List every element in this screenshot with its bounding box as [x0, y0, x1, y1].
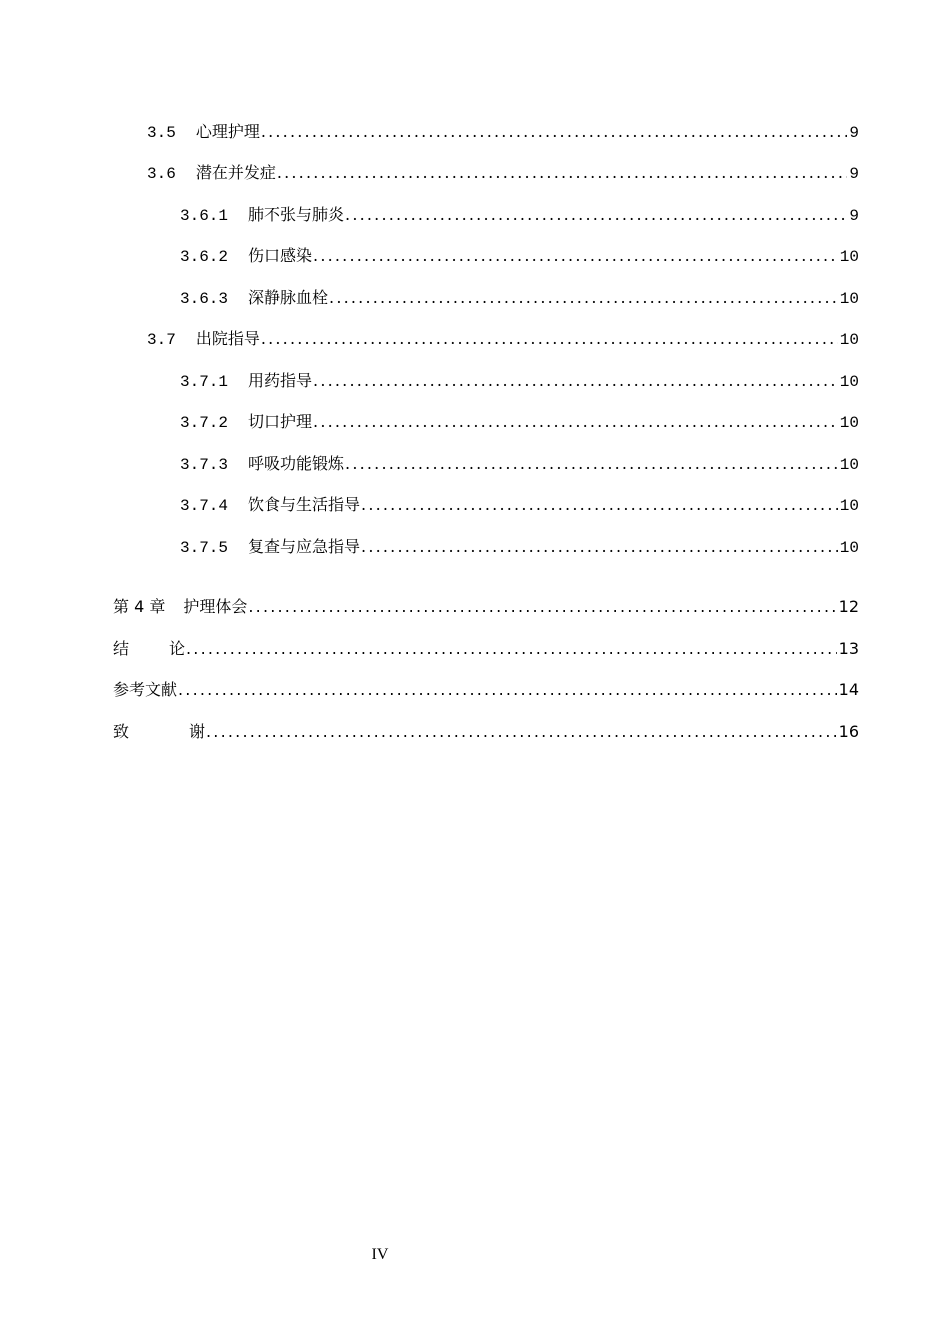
toc-entry-number: 3.6.3	[180, 290, 229, 308]
toc-leader-dots	[178, 677, 837, 703]
toc-leader-dots	[313, 243, 838, 269]
toc-entry-number: 3.7.3	[180, 456, 229, 474]
toc-entry-number: 3.5	[147, 124, 176, 142]
toc-entry-title: 护理体会	[183, 597, 248, 616]
toc-entry-number: 第 4 章	[113, 597, 166, 616]
toc-entry-page: 10	[839, 414, 859, 432]
toc-entry-page: 10	[839, 539, 859, 557]
toc-leader-dots	[261, 119, 848, 145]
toc-entry-page: 12	[838, 597, 859, 616]
toc-entry-number: 3.7.4	[180, 497, 229, 515]
toc-entry-3-6[interactable]	[147, 160, 859, 186]
toc-leader-dots	[361, 534, 838, 560]
toc-entry-page: 9	[849, 207, 859, 225]
toc-leader-dots	[313, 409, 838, 435]
toc-entry-page: 14	[838, 680, 859, 699]
toc-entry-3-6-3[interactable]	[180, 285, 859, 311]
toc-entry-title: 伤口感染	[248, 246, 313, 265]
toc-entry-3-7-1[interactable]	[180, 368, 859, 394]
toc-entry-title: 用药指导	[248, 371, 313, 390]
toc-entry-references[interactable]	[113, 677, 859, 703]
toc-entry-title: 呼吸功能锻炼	[248, 454, 345, 473]
toc-entry-3-7-3[interactable]	[180, 451, 859, 477]
toc-entry-title: 参考文献	[113, 680, 178, 699]
toc-entry-title: 出院指导	[195, 329, 260, 348]
toc-entry-number: 3.7.5	[180, 539, 229, 557]
toc-entry-chapter-4[interactable]	[113, 594, 859, 620]
toc-leader-dots	[277, 160, 848, 186]
toc-entry-page: 10	[839, 248, 859, 266]
toc-entry-page: 10	[839, 497, 859, 515]
toc-entry-3-6-2[interactable]	[180, 243, 859, 269]
toc-entry-number: 3.7.1	[180, 373, 229, 391]
toc-entry-title: 致谢	[113, 722, 266, 741]
toc-entry-title: 肺不张与肺炎	[248, 205, 345, 224]
toc-entry-page: 9	[849, 124, 859, 142]
toc-entry-acknowledgements[interactable]	[113, 719, 859, 745]
toc-entry-page: 10	[839, 373, 859, 391]
toc-entry-3-5[interactable]	[147, 119, 859, 145]
toc-entry-3-7-5[interactable]	[180, 534, 859, 560]
toc-leader-dots	[186, 636, 837, 662]
toc-entry-number: 3.7.2	[180, 414, 229, 432]
toc-entry-3-7-4[interactable]	[180, 492, 859, 518]
toc-entry-title: 深静脉血栓	[248, 288, 329, 307]
toc-entry-number: 3.7	[147, 331, 176, 349]
toc-leader-dots	[261, 326, 838, 352]
toc-leader-dots	[329, 285, 838, 311]
toc-entry-page: 9	[849, 165, 859, 183]
toc-leader-dots	[345, 202, 847, 228]
toc-leader-dots	[206, 719, 837, 745]
toc-entry-page: 10	[839, 290, 859, 308]
toc-entry-conclusion[interactable]	[113, 636, 859, 662]
toc-leader-dots	[248, 594, 836, 620]
toc-entry-title: 结论	[113, 639, 226, 658]
toc-entry-3-6-1[interactable]	[180, 202, 859, 228]
toc-entry-number: 3.6.1	[180, 207, 229, 225]
page-number-footer: IV	[371, 1246, 389, 1263]
toc-entry-page: 10	[839, 331, 859, 349]
toc-entry-title: 切口护理	[248, 412, 313, 431]
toc-entry-number: 3.6.2	[180, 248, 229, 266]
toc-entry-3-7[interactable]	[147, 326, 859, 352]
toc-leader-dots	[345, 451, 838, 477]
toc-entry-title: 饮食与生活指导	[248, 495, 361, 514]
toc-entry-title: 心理护理	[195, 122, 260, 141]
toc-entry-title: 潜在并发症	[195, 163, 276, 182]
toc-leader-dots	[361, 492, 838, 518]
toc-entry-page: 16	[838, 722, 859, 741]
toc-entry-3-7-2[interactable]	[180, 409, 859, 435]
toc-leader-dots	[313, 368, 838, 394]
toc-entry-page: 13	[838, 639, 859, 658]
toc-entry-number: 3.6	[147, 165, 176, 183]
toc-entry-title: 复查与应急指导	[248, 537, 361, 556]
toc-entry-page: 10	[839, 456, 859, 474]
